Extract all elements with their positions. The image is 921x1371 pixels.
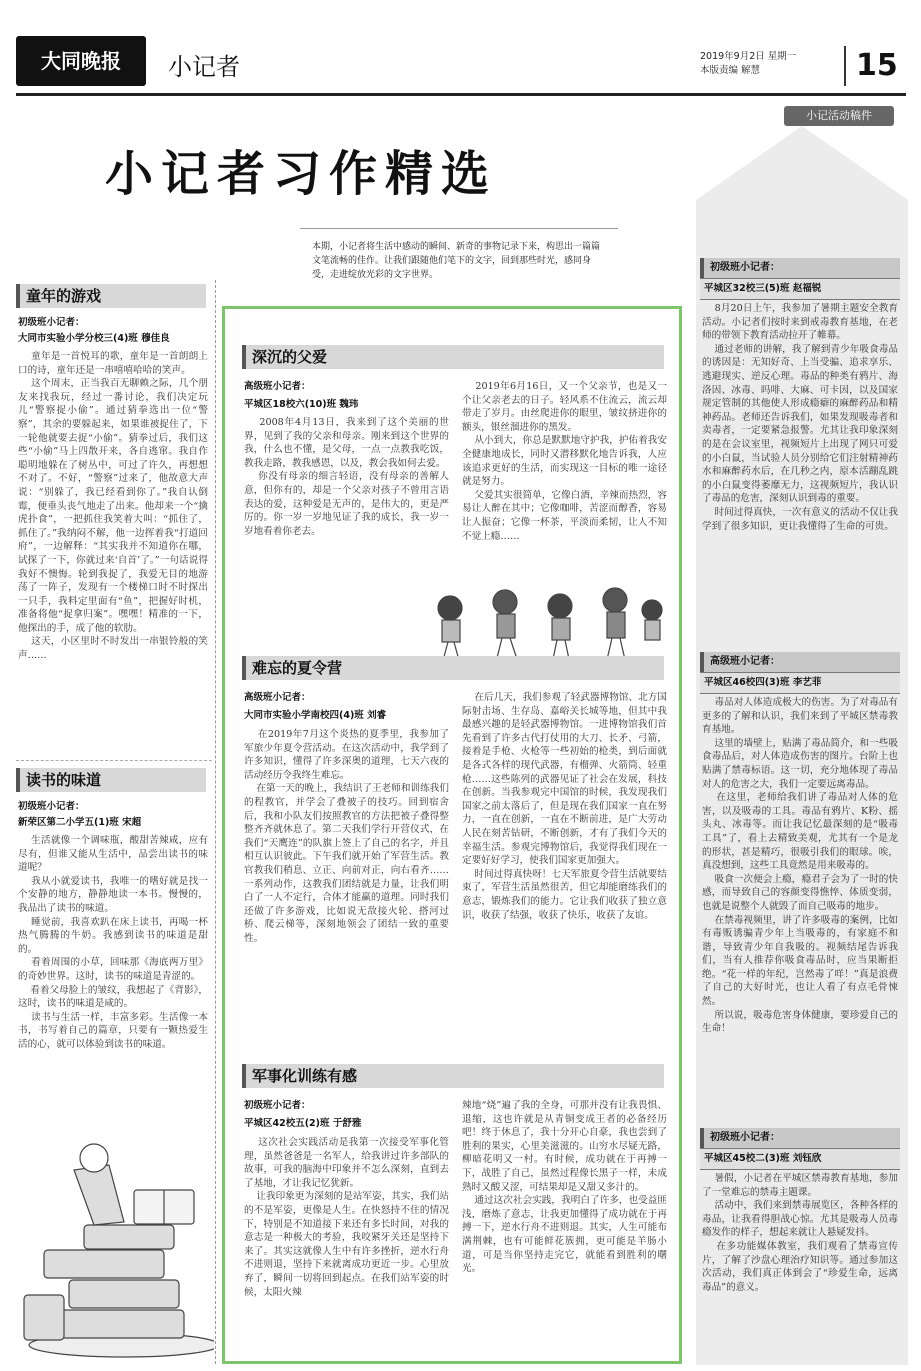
article-grade: 初级班小记者： bbox=[244, 1100, 311, 1111]
article-author: 新荣区第二小学五(1)班 宋超 bbox=[18, 817, 142, 828]
article-body: 童年是一首悦耳的歌，童年是一首朗朗上口的诗，童年还是一串嘻嘻哈哈的笑声。 这个周末，正当我百无聊赖之际，几个朋友来找我玩，经过一番讨论，我们决定玩儿“警察捉小偷”。通过猜拳选出一位“警察”，其余的要躲起来，如果谁被捉住了，下一轮他就要去捉“小偷”。猜拳过后，我们这些“小偷”马上四散开来，各自逃窜。我自作聪明地躲在了树丛中，可过了许久，再想想不对了。不好，“警察”过来了，他故意大声说：“别躲了，我已经看到你了。”我自认倒霉，便垂头丧气地走了出来。他却来一个“擒虎扑食”，一把抓住我笑着大叫：“抓住了，抓住了。”我纳闷不解，他一边挥着我“打道回府”，一边解释：“其实我并不知道你在哪，试探了一下，你就过来‘自首’了。”一句话说得我好不懊悔。轮到我捉了，我爱无目的地游荡了一阵子，发现有一个楼梯口时不时探出一只手，我料定里面有“鱼”，把握好时机，准备将他“捉拿归案”。嘿嘿！精准的一下，他探出的手，成了他的软肋。 这天，小区里时不时发出一串银铃般的笑声…… bbox=[18, 351, 208, 662]
page-title: 小记者习作精选 bbox=[105, 146, 498, 202]
article-title-summer-camp: 难忘的夏令营 bbox=[242, 656, 664, 680]
article-grade: 高级班小记者： bbox=[244, 692, 311, 703]
article-body-right: 2019年6月16日，又一个父亲节，也是又一个让父亲老去的日子。轻风系不住流云，流云却带走了岁月。由丝爬进你的眼里，皱纹挤进你的额头，银丝溜进你的黑发。 从小到大，你总是默默地守护我，护佑着我安全健康地成长，同时又潜移默化地告诉我，人应该追求更好的生活，而实现这一目标的唯一途径就是努力。 父爱其实很简单，它像白酒，辛辣而热烈，容易让人醉在其中；它像咖啡，苦涩而醇香，容易让人振奋；它像一杯茶，平淡而柔韧，让人不知不觉上瘾…… bbox=[462, 381, 667, 542]
article-grade: 高级班小记者： bbox=[244, 381, 311, 392]
article-title-fathers-love: 深沉的父爱 bbox=[242, 345, 664, 369]
right-article-author: 平城区45校二(3)班 刘钰欣 bbox=[700, 1148, 900, 1170]
newspaper-logo bbox=[16, 36, 146, 86]
header-divider bbox=[844, 46, 846, 86]
date-info bbox=[700, 50, 840, 78]
intro-text: 本期，小记者将生活中感动的瞬间、新奇的事物记录下来，构思出一篇篇文笔流畅的佳作。让我们跟随他们笔下的文字，回到那些时光，感同身受，走进绽放光彩的文字世界。 bbox=[312, 242, 601, 280]
divider bbox=[16, 760, 212, 761]
article-grade: 初级班小记者： bbox=[18, 801, 85, 812]
article-author: 平城区18校六(10)班 魏玮 bbox=[244, 399, 359, 410]
article-title-childhood-games: 童年的游戏 bbox=[16, 284, 206, 308]
article-grade: 初级班小记者： bbox=[18, 317, 85, 328]
page-editor: 本版责编 解慧 bbox=[700, 65, 761, 76]
page-number: 15 bbox=[856, 48, 898, 83]
article-body-left: 这次社会实践活动是我第一次接受军事化管理，虽然爸爸是一名军人，给我讲过许多部队的故事，可我的脑海中印象并不怎么深刻，直到去了基地，才让我记忆犹新。 让我印象更为深刻的是站军姿，其实，我们站的不是军姿，更像是人生。在快怒持不住的情况下，特别是不知道接下来还有多长时间，对我的意志是一种极大的考验，我咬紧牙关还是坚持下来了。其实这就像人生中有许多挫折，逆水行舟不进则退，坚持下来就离成功更近一步。心里放弃了，瞬间一切将回到起点。在我们站军姿的时候，太阳火辣 bbox=[244, 1137, 449, 1298]
books-illustration bbox=[14, 1130, 214, 1360]
section-badge: 小记活动稿件 bbox=[784, 106, 894, 126]
article-author: 大同市实验小学分校三(4)班 穆佳良 bbox=[18, 333, 170, 344]
right-article-author: 平城区46校四(3)班 李艺菲 bbox=[700, 672, 900, 694]
column-name: 小记者 bbox=[168, 53, 240, 81]
right-article-body: 暑假，小记者在平城区禁毒教育基地，参加了一堂难忘的禁毒主题课。 活动中，我们来到禁毒展览区，各种各样的毒品，让我看得胆战心惊。尤其是吸毒人员毒瘾发作的样子，想起来就让人悬疑发抖。 在多功能媒体教室，我们观看了禁毒宣传片，了解了沙盘心理治疗知识等。通过参加这次活动，我们真正体到会了“珍爱生命，远离毒品”的意义。 bbox=[702, 1173, 898, 1293]
article-title-military-training: 军事化训练有感 bbox=[242, 1064, 664, 1088]
article-body: 生活就像一个调味瓶，酸甜苦辣咸，应有尽有，但谁又能从生活中，品尝出读书的味道呢？ 我从小就爱读书，我唯一的嗜好就是找一个安静的地方，静静地读一本书。慢慢的，我品出了读书的味道。 睡觉前，我喜欢趴在床上读书，再喝一杯热气腾腾的牛奶。我感到读书的味道是甜的。 看着周围的小草，回味那《海底两万里》的奇妙世界。这时，读书的味道是青涩的。 看着父母脸上的皱纹，我想起了《背影》，这时，读书的味道是咸的。 读书与生活一样，丰富多彩。生活像一本书，书写着自己的篇章，只要有一颗热爱生活的心，就可以体验到读书的味道。 bbox=[18, 835, 208, 1050]
article-body-right: 辣地“烧”遍了我的全身，可那并没有让我畏惧、退缩，这也许就是从青铜变成王者的必备经历吧！终于休息了，我十分开心自豪，我也尝到了胜利的果实，心里美滋滋的。山穷水尽疑无路，柳暗花明又一村。有时候，成功就在于再搏一下，战胜了自己，虽然过程像长黑子一样，未成熟时又酸又涩，可结果却是又甜又多汁的。 通过这次社会实践，我明白了许多，也受益匪浅，磨炼了意志，让我更加懂得了成功就在于再搏一下，逆水行舟不进则退。其实，人生可能布满荆棘，也有可能鲜花簇拥，更可能是羊肠小道，可是当你坚持走完它，就能看到胜利的曙光。 bbox=[462, 1100, 667, 1275]
right-article-grade: 高级班小记者： bbox=[700, 652, 900, 672]
article-body-left: 2008年4月13日，我来到了这个美丽的世界，见到了我的父亲和母亲。刚来到这个世界的我，什么也不懂，是父母，一点一点教我吃饭，教我走路，教我感恩，以及，教会我如何去爱。 你没有母亲的细言轻语，没有母亲的善解人意，但你有的，却是一个父亲对孩子不曾用言语表达的爱，这种爱是无声的，是伟大的，更是严厉的。你一岁一岁地见证了我的成长，我一岁一岁地看着你老去。 bbox=[244, 417, 449, 537]
right-panel-tag-top bbox=[696, 126, 908, 200]
issue-date: 2019年9月2日 星期一 bbox=[700, 51, 797, 62]
article-author: 大同市实验小学南校四(4)班 刘睿 bbox=[244, 710, 387, 721]
logo-text: 大同晚报 bbox=[41, 49, 121, 73]
article-body-left: 在2019年7月这个炎热的夏季里，我参加了军旅少年夏令营活动。在这次活动中，我学到了许多知识，懂得了许多深奥的道理，七天六夜的活动经历令我终生难忘。 在第一天的晚上，我结识了王老师和训练我们的程教官，并学会了叠被子的技巧。回到宿舍后，我和小队友们按照教官的方法把被子叠得整整齐齐就休息了。第二天我们学行开营仪式，在我们“天鹰连”的队旗上签上了自己的名字，并且相互认识彼此。下午我们就开始了军营生活。教官教我们稍息、立正、向前对正，向右看齐……一系列动作，这教我们团结就是力量，让我们明白了一人不定行，合体才能赢的道理。同时我们还做了许多游戏，比如说无敌接火轮、搭河过桥、爬云梯等，深刻地领会了团结一致的重要性。 bbox=[244, 729, 449, 944]
right-article-body: 毒品对人体造成极大的伤害。为了对毒品有更多的了解和认识，我们来到了平城区禁毒教育基地。 这里的墙壁上，贴满了毒品简介，和一些吸食毒品后，对人体造成伤害的图片。台阶上也贴满了禁毒标语。这一切，充分地体现了毒品对人的危害之大，我们一定要远离毒品。 在这里，老师给我们讲了毒品对人体的危害，以及吸毒的工具。毒品有鸦片、K粉、摇头丸、冰毒等。而让我记忆最深刻的是“吸毒工具”了，看上去精致美观，尤其有一个是龙的形状，甚是精巧，很吸引我们的眼球。唉，真没想到，这些工具竟然是用来吸毒的。 吸食一次便会上瘾，瘾君子会为了一时的快感，而导致自己的容颜变得憔悴、体质变弱，也就是说整个人就毁了而自己吸毒的地步。 在禁毒视频里，讲了许多吸毒的案例，比如有毒贩诱骗青少年上当吸毒的，有家庭不和谐，导致青少年自我吸的。视频结尾告诉我们，当有人推荐你吸食毒品时，应当果断拒绝。“花一样的年纪，岂然毒了咩！”真是浪费了自己的大好时光，也让人看了有点毛骨悚然。 所以说，吸毒危害身体健康，要珍爱自己的生命！ bbox=[702, 697, 898, 1035]
article-author: 平城区42校五(2)班 于舒雅 bbox=[244, 1118, 362, 1129]
article-body-right: 在后几天，我们参观了轻武器博物馆、北方国际射击场、生存岛、嘉峪关长城等地，但其中我最感兴趣的是轻武器博物馆。一进博物馆我们首先看到了许多古代打仗用的大刀、长矛、弓箭，接着是手枪、火枪等一些初始的枪类，到后面就是各式各样的现代武器，有榴弹、火箭筒、轻重枪……这些陈列的武器见证了社会在发展，科技在创新。当我参观完中国馆的时候，我发现我们国家之前太落后了，但是现在我们国家一直在努力，一直在创新，一直在不断前进，是广大劳动人民在刻苦钻研，不断创新，才有了我们今天的幸福生活。参观完博物馆后，我觉得我们现在一定要好好学习，使我们国家更加强大。 时间过得真快呀！七天军旅夏令营生活就要结束了，军营生活虽然很苦，但它却能磨练我们的意志，锻炼我们的能力。它让我们收获了独立意识，收获了结强，收获了快乐，收获了友谊。 bbox=[462, 692, 667, 921]
article-title-reading: 读书的味道 bbox=[16, 768, 206, 792]
right-article-grade: 初级班小记者： bbox=[700, 1128, 900, 1148]
right-article-author: 平城区32校三(5)班 赵福锐 bbox=[700, 278, 900, 300]
right-article-grade: 初级班小记者： bbox=[700, 258, 900, 278]
right-article-body: 8月20日上午，我参加了暑期主题安全教育活动。小记者们按时来到戒毒教育基地，在老师的带领下教育活动拉开了帷幕。 通过老师的讲解，我了解到青少年吸食毒品的诱因是：无知好奇、上当受骗、追求享乐、逃避现实、逆反心理。毒品的种类有鸦片、海洛因、冰毒、吗啡、大麻、可卡因，以及国家规定管制的其他使人形成瘾癖的麻醉药品和精神药品。老师还告诉我们，如果发现吸毒者和卖毒者，一定要紧急报警。尤其让我印象深刻的是在会议室里，视频短片上出现了网只可爱的小白鼠，当试验人员分别给它们注射精神药水和麻醉药水后，在几秒之内，原本活蹦乱跳的小白鼠变得萎靡无力，这视频短片，我认识了毒品的危害，深刻认识到毒的重要。 时间过得真快，一次有意义的活动不仅让我学到了很多知识，更让我懂得了生命的可贵。 bbox=[702, 303, 898, 532]
